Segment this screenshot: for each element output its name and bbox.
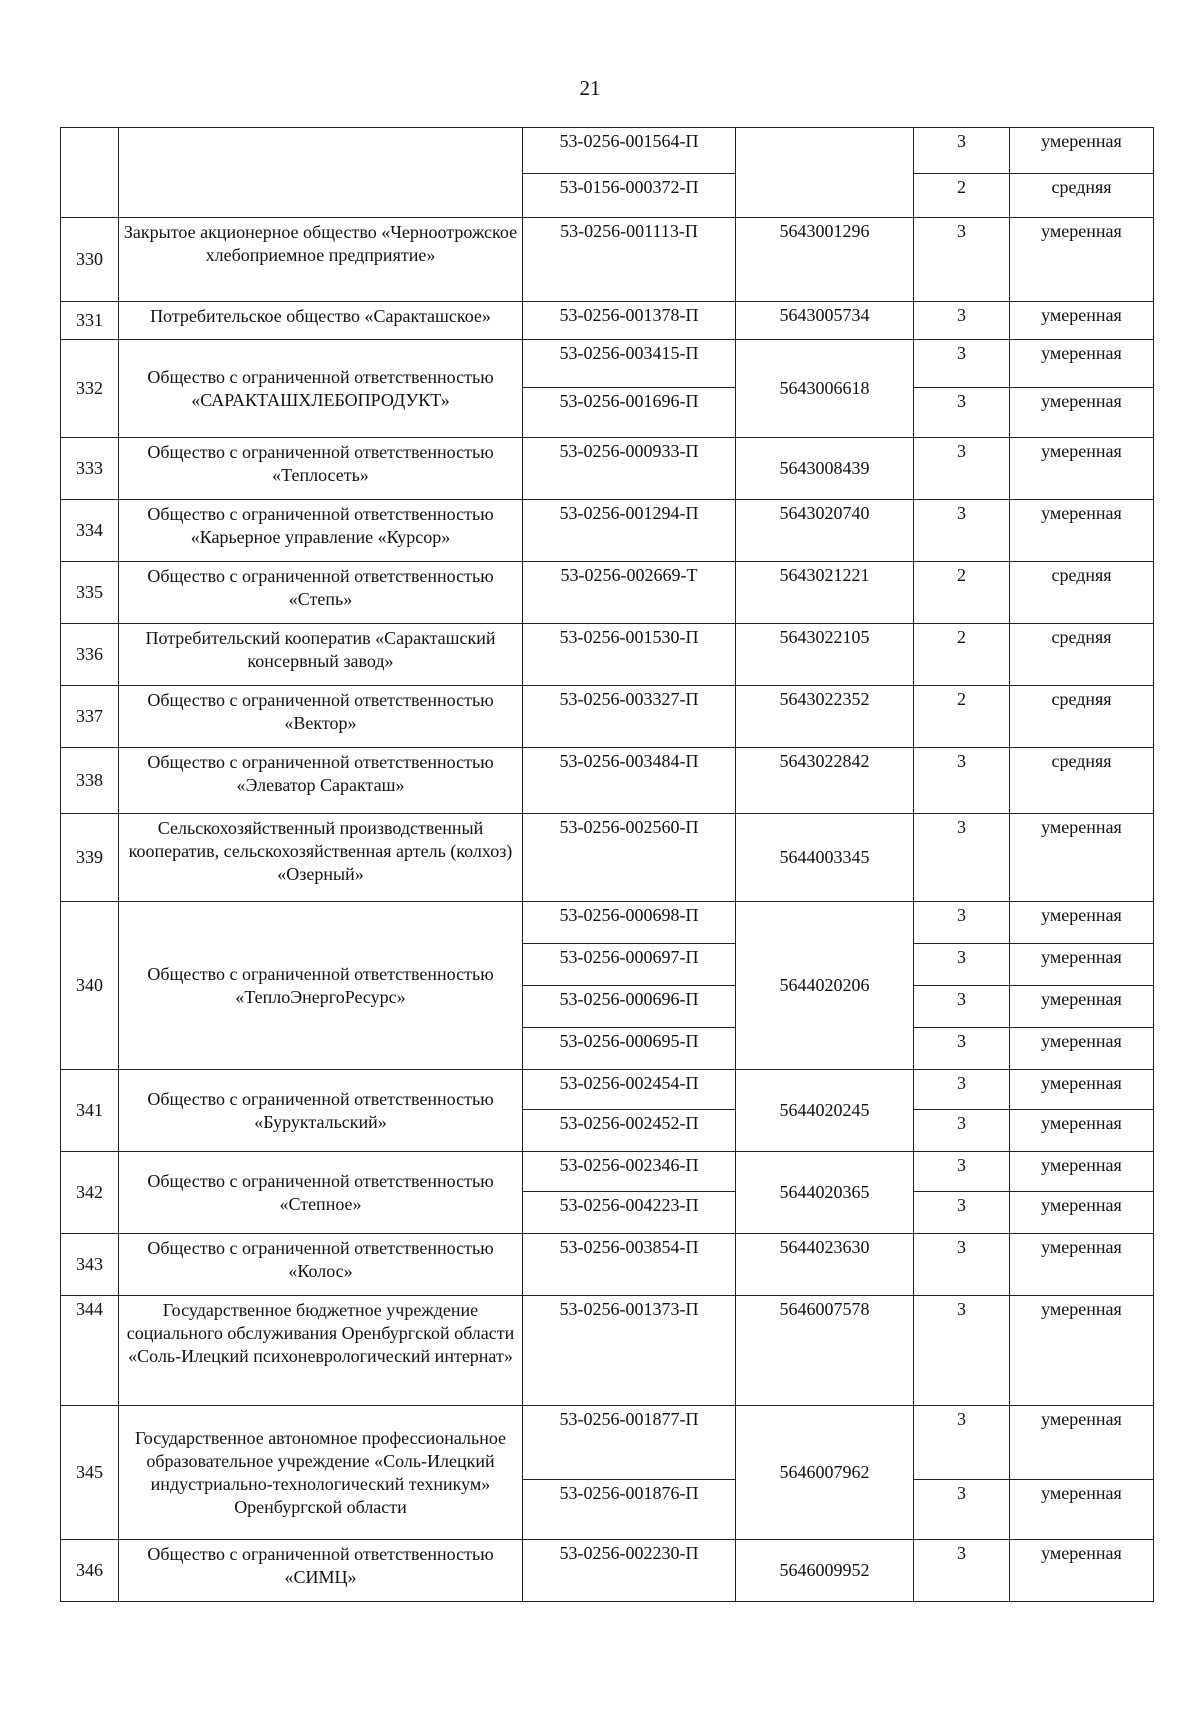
inn: 5643006618: [736, 340, 914, 438]
risk-level: умеренная: [1010, 500, 1154, 562]
risk-level: умеренная: [1010, 302, 1154, 340]
category: 3: [914, 1480, 1010, 1540]
organization-name: Государственное бюджетное учреждение социального обслуживания Оренбургской области «Соль-Илецкий психоневрологический интернат»: [119, 1296, 523, 1406]
risk-level: средняя: [1010, 174, 1154, 218]
object-code: 53-0256-001378-П: [523, 302, 736, 340]
object-code: 53-0256-003854-П: [523, 1234, 736, 1296]
category: 3: [914, 1234, 1010, 1296]
table-row: [61, 1070, 1154, 1110]
risk-level: умеренная: [1010, 438, 1154, 500]
category: 3: [914, 748, 1010, 814]
object-code: 53-0256-000695-П: [523, 1028, 736, 1070]
category: 3: [914, 1406, 1010, 1480]
table-row: [61, 624, 1154, 686]
inn: 5643005734: [736, 302, 914, 340]
category: 3: [914, 218, 1010, 302]
category: 3: [914, 1192, 1010, 1234]
registry-table-body: [61, 128, 1154, 1602]
object-code: 53-0256-001877-П: [523, 1406, 736, 1480]
table-row: [61, 340, 1154, 388]
row-number: 336: [61, 624, 119, 686]
risk-level: умеренная: [1010, 1192, 1154, 1234]
row-number: 343: [61, 1234, 119, 1296]
category: 2: [914, 174, 1010, 218]
category: 2: [914, 562, 1010, 624]
category: 3: [914, 500, 1010, 562]
organization-name: Общество с ограниченной ответственностью «Элеватор Саракташ»: [119, 748, 523, 814]
category: 3: [914, 1296, 1010, 1406]
object-code: 53-0256-001373-П: [523, 1296, 736, 1406]
object-code: 53-0256-001564-П: [523, 128, 736, 174]
object-code: 53-0256-000698-П: [523, 902, 736, 944]
table-row: [61, 814, 1154, 902]
table-row: [61, 1234, 1154, 1296]
registry-table: [60, 127, 1154, 1602]
row-number: 330: [61, 218, 119, 302]
risk-level: умеренная: [1010, 1234, 1154, 1296]
row-number: 333: [61, 438, 119, 500]
object-code: 53-0256-000933-П: [523, 438, 736, 500]
inn: 5646007962: [736, 1406, 914, 1540]
row-number: 335: [61, 562, 119, 624]
table-row: [61, 500, 1154, 562]
category: 3: [914, 1070, 1010, 1110]
inn: 5643022352: [736, 686, 914, 748]
row-number: 338: [61, 748, 119, 814]
category: 3: [914, 1152, 1010, 1192]
organization-name: Общество с ограниченной ответственностью «Теплосеть»: [119, 438, 523, 500]
inn: 5644020365: [736, 1152, 914, 1234]
risk-level: умеренная: [1010, 388, 1154, 438]
object-code: 53-0256-004223-П: [523, 1192, 736, 1234]
organization-name: Общество с ограниченной ответственностью «Карьерное управление «Курсор»: [119, 500, 523, 562]
organization-name: Закрытое акционерное общество «Черноотрожское хлебоприемное предприятие»: [119, 218, 523, 302]
table-row: [61, 1296, 1154, 1406]
row-number: 331: [61, 302, 119, 340]
organization-name: Общество с ограниченной ответственностью «Степь»: [119, 562, 523, 624]
risk-level: умеренная: [1010, 1480, 1154, 1540]
risk-level: умеренная: [1010, 340, 1154, 388]
row-number: 346: [61, 1540, 119, 1602]
risk-level: умеренная: [1010, 1152, 1154, 1192]
category: 3: [914, 1110, 1010, 1152]
table-row: [61, 902, 1154, 944]
row-number: 337: [61, 686, 119, 748]
object-code: 53-0256-003484-П: [523, 748, 736, 814]
inn: 5646007578: [736, 1296, 914, 1406]
inn: 5643021221: [736, 562, 914, 624]
risk-level: умеренная: [1010, 986, 1154, 1028]
row-number: [61, 128, 119, 218]
object-code: 53-0256-002452-П: [523, 1110, 736, 1152]
risk-level: средняя: [1010, 562, 1154, 624]
organization-name: Потребительский кооператив «Саракташский консервный завод»: [119, 624, 523, 686]
page-number: 21: [579, 76, 601, 100]
object-code: 53-0256-001530-П: [523, 624, 736, 686]
inn: [736, 128, 914, 218]
risk-level: умеренная: [1010, 944, 1154, 986]
row-number: 344: [61, 1296, 119, 1406]
table-row: [61, 438, 1154, 500]
object-code: 53-0256-001294-П: [523, 500, 736, 562]
row-number: 342: [61, 1152, 119, 1234]
category: 2: [914, 686, 1010, 748]
risk-level: умеренная: [1010, 1070, 1154, 1110]
organization-name: [119, 128, 523, 218]
inn: 5643001296: [736, 218, 914, 302]
inn: 5643008439: [736, 438, 914, 500]
row-number: 341: [61, 1070, 119, 1152]
organization-name: Общество с ограниченной ответственностью «Вектор»: [119, 686, 523, 748]
organization-name: Общество с ограниченной ответственностью «САРАКТАШХЛЕБОПРОДУКТ»: [119, 340, 523, 438]
category: 3: [914, 340, 1010, 388]
object-code: 53-0256-002669-Т: [523, 562, 736, 624]
category: 3: [914, 1028, 1010, 1070]
inn: 5643020740: [736, 500, 914, 562]
risk-level: умеренная: [1010, 814, 1154, 902]
category: 3: [914, 986, 1010, 1028]
organization-name: Потребительское общество «Саракташское»: [119, 302, 523, 340]
table-row: [61, 748, 1154, 814]
inn: 5644023630: [736, 1234, 914, 1296]
row-number: 345: [61, 1406, 119, 1540]
risk-level: средняя: [1010, 686, 1154, 748]
organization-name: Общество с ограниченной ответственностью «Буруктальский»: [119, 1070, 523, 1152]
table-row: [61, 1406, 1154, 1480]
object-code: 53-0256-003415-П: [523, 340, 736, 388]
category: 3: [914, 302, 1010, 340]
inn: 5643022842: [736, 748, 914, 814]
inn: 5644020245: [736, 1070, 914, 1152]
risk-level: умеренная: [1010, 902, 1154, 944]
object-code: 53-0256-000696-П: [523, 986, 736, 1028]
risk-level: умеренная: [1010, 128, 1154, 174]
risk-level: умеренная: [1010, 1028, 1154, 1070]
table-row: [61, 1152, 1154, 1192]
category: 3: [914, 814, 1010, 902]
inn: 5643022105: [736, 624, 914, 686]
table-row: [61, 302, 1154, 340]
row-number: 334: [61, 500, 119, 562]
organization-name: Общество с ограниченной ответственностью «СИМЦ»: [119, 1540, 523, 1602]
table-row: [61, 128, 1154, 174]
risk-level: умеренная: [1010, 1110, 1154, 1152]
object-code: 53-0256-002454-П: [523, 1070, 736, 1110]
row-number: 332: [61, 340, 119, 438]
inn: 5644020206: [736, 902, 914, 1070]
risk-level: умеренная: [1010, 1540, 1154, 1602]
category: 3: [914, 1540, 1010, 1602]
organization-name: Общество с ограниченной ответственностью «Колос»: [119, 1234, 523, 1296]
risk-level: средняя: [1010, 624, 1154, 686]
object-code: 53-0256-002230-П: [523, 1540, 736, 1602]
row-number: 340: [61, 902, 119, 1070]
table-row: [61, 562, 1154, 624]
object-code: 53-0256-000697-П: [523, 944, 736, 986]
object-code: 53-0256-003327-П: [523, 686, 736, 748]
organization-name: Государственное автономное профессиональное образовательное учреждение «Соль-Илецкий индустриально-технологический техникум» Оренбургской области: [119, 1406, 523, 1540]
category: 3: [914, 902, 1010, 944]
object-code: 53-0256-001696-П: [523, 388, 736, 438]
object-code: 53-0156-000372-П: [523, 174, 736, 218]
inn: 5644003345: [736, 814, 914, 902]
risk-level: средняя: [1010, 748, 1154, 814]
inn: 5646009952: [736, 1540, 914, 1602]
object-code: 53-0256-002560-П: [523, 814, 736, 902]
table-row: [61, 1540, 1154, 1602]
table-row: [61, 686, 1154, 748]
category: 2: [914, 624, 1010, 686]
row-number: 339: [61, 814, 119, 902]
organization-name: Общество с ограниченной ответственностью «Степное»: [119, 1152, 523, 1234]
risk-level: умеренная: [1010, 218, 1154, 302]
category: 3: [914, 944, 1010, 986]
category: 3: [914, 388, 1010, 438]
object-code: 53-0256-002346-П: [523, 1152, 736, 1192]
risk-level: умеренная: [1010, 1296, 1154, 1406]
category: 3: [914, 438, 1010, 500]
table-row: [61, 218, 1154, 302]
object-code: 53-0256-001113-П: [523, 218, 736, 302]
object-code: 53-0256-001876-П: [523, 1480, 736, 1540]
category: 3: [914, 128, 1010, 174]
organization-name: Сельскохозяйственный производственный кооператив, сельскохозяйственная артель (колхоз) «Озерный»: [119, 814, 523, 902]
organization-name: Общество с ограниченной ответственностью «ТеплоЭнергоРесурс»: [119, 902, 523, 1070]
risk-level: умеренная: [1010, 1406, 1154, 1480]
